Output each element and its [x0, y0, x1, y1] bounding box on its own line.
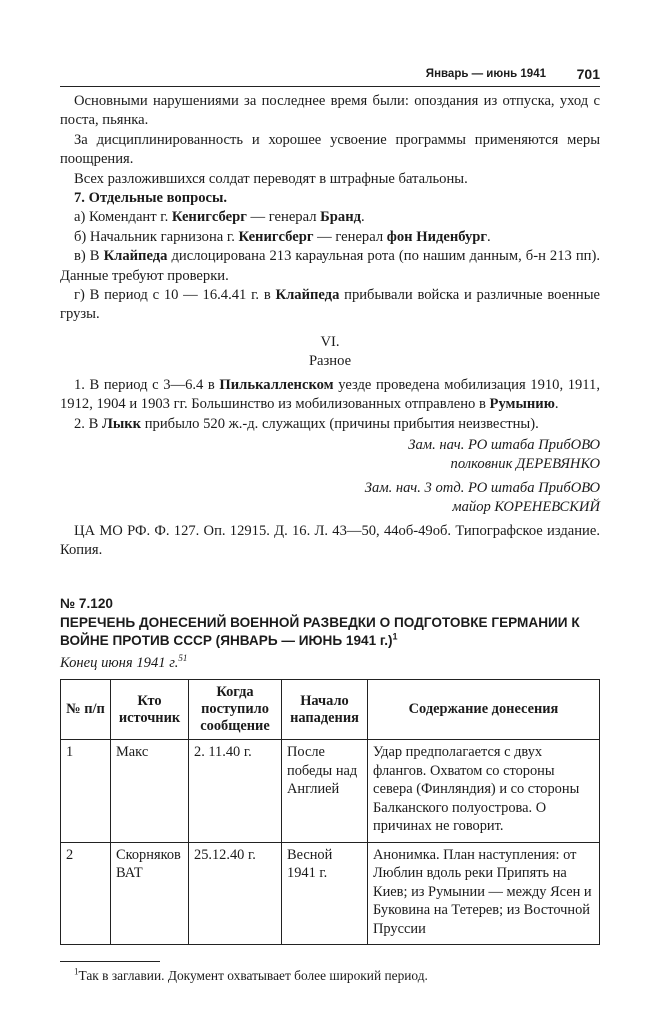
footnote: $^1$Так в заглавии. Документ охватывает более широкий период.	[74, 966, 428, 984]
cell-received: 2. 11.40 г.	[189, 740, 282, 843]
table-row	[61, 842, 600, 945]
col-header-content: Содержание донесения	[368, 680, 600, 740]
col-header-attack-start: Начало нападения	[282, 680, 368, 740]
signature-name: майор КОРЕНЕВСКИЙ	[452, 499, 600, 516]
cell-number: 1	[61, 740, 111, 843]
page-content	[60, 92, 600, 986]
cell-content: Удар предполагается с двух флангов. Охватом со стороны севера (Финляндия) и со стороны Балканского полуострова. О причинах не говорит.	[368, 740, 600, 843]
page-number: 701	[576, 66, 600, 82]
footnote-ref: 1	[392, 631, 398, 642]
section-heading: 7. Отдельные вопросы.	[74, 190, 228, 207]
item-c: в) В Клайпеда дислоцирована 213 караульная рота (по нашим данным, б-н 213 пп). Данные требуют проверки.	[60, 248, 600, 284]
cell-attack-start: После победы над Англией	[282, 740, 368, 843]
cell-source: Макс	[111, 740, 189, 843]
col-header-source: Кто источник	[111, 680, 189, 740]
cell-source: Скорняков ВАТ	[111, 842, 189, 945]
paragraph: За дисциплинированность и хорошее усвоение программы применяются меры поощрения.	[60, 131, 600, 168]
page-header	[60, 64, 600, 87]
col-header-number: № п/п	[61, 680, 111, 740]
table-header-row	[61, 680, 600, 740]
section-number: VI.	[320, 333, 340, 350]
cell-attack-start: Весной 1941 г.	[282, 842, 368, 945]
signature-position: Зам. нач. 3 отд. РО штаба ПрибОВО	[364, 479, 600, 496]
item-d: г) В период с 10 — 16.4.41 г. в Клайпеда прибывали войска и различные военные грузы.	[60, 287, 600, 323]
reports-table	[60, 679, 600, 945]
item-b: б) Начальник гарнизона г. Кенигсберг — генерал фон Ниденбург.	[74, 228, 491, 245]
running-title: Январь — июнь 1941	[425, 68, 546, 80]
paragraph: Основными нарушениями за последнее время были: опоздания из отпуска, уход с поста, пьянка.	[60, 93, 600, 129]
signature-position: Зам. нач. РО штаба ПрибОВО	[408, 436, 600, 453]
item-a: а) Комендант г. Кенигсберг — генерал Бранд.	[74, 209, 365, 226]
footnote-divider	[60, 961, 160, 962]
table-row	[61, 740, 600, 843]
cell-received: 25.12.40 г.	[189, 842, 282, 945]
col-header-received: Когда поступило сообщение	[189, 680, 282, 740]
cell-number: 2	[61, 842, 111, 945]
document-number: № 7.120	[60, 596, 113, 612]
cell-content: Анонимка. План наступления: от Люблин вдоль реки Припять на Киев; из Румынии — между Ясен и Буковина на Тетерев; из Восточной Пруссии	[368, 842, 600, 945]
archive-reference: ЦА МО РФ. Ф. 127. Оп. 12915. Д. 16. Л. 43—50, 44об-49об. Типографское издание. Копия.	[60, 522, 600, 558]
section-title: Разное	[308, 353, 352, 370]
document-date: Конец июня 1941 г.$^{51}$	[60, 652, 188, 671]
paragraph: 2. В Лыкк прибыло 520 ж.-д. служащих (причины прибытия неизвестны).	[74, 415, 539, 432]
signature-name: полковник ДЕРЕВЯНКО	[450, 456, 600, 473]
paragraph: 1. В период с 3—6.4 в Пилькалленском уезде проведена мобилизация 1910, 1911, 1912, 1904 и 1903 гг. Большинство из мобилизованных отправлено в Румынию.	[60, 376, 600, 413]
document-title: ПЕРЕЧЕНЬ ДОНЕСЕНИЙ ВОЕННОЙ РАЗВЕДКИ О ПОДГОТОВКЕ ГЕРМАНИИ К ВОЙНЕ ПРОТИВ СССР (ЯНВАРЬ — ИЮНЬ 1941 г.)$^1$	[60, 614, 580, 648]
footnote-ref: 51	[178, 652, 188, 663]
paragraph: Всех разложившихся солдат переводят в штрафные батальоны.	[74, 170, 468, 187]
